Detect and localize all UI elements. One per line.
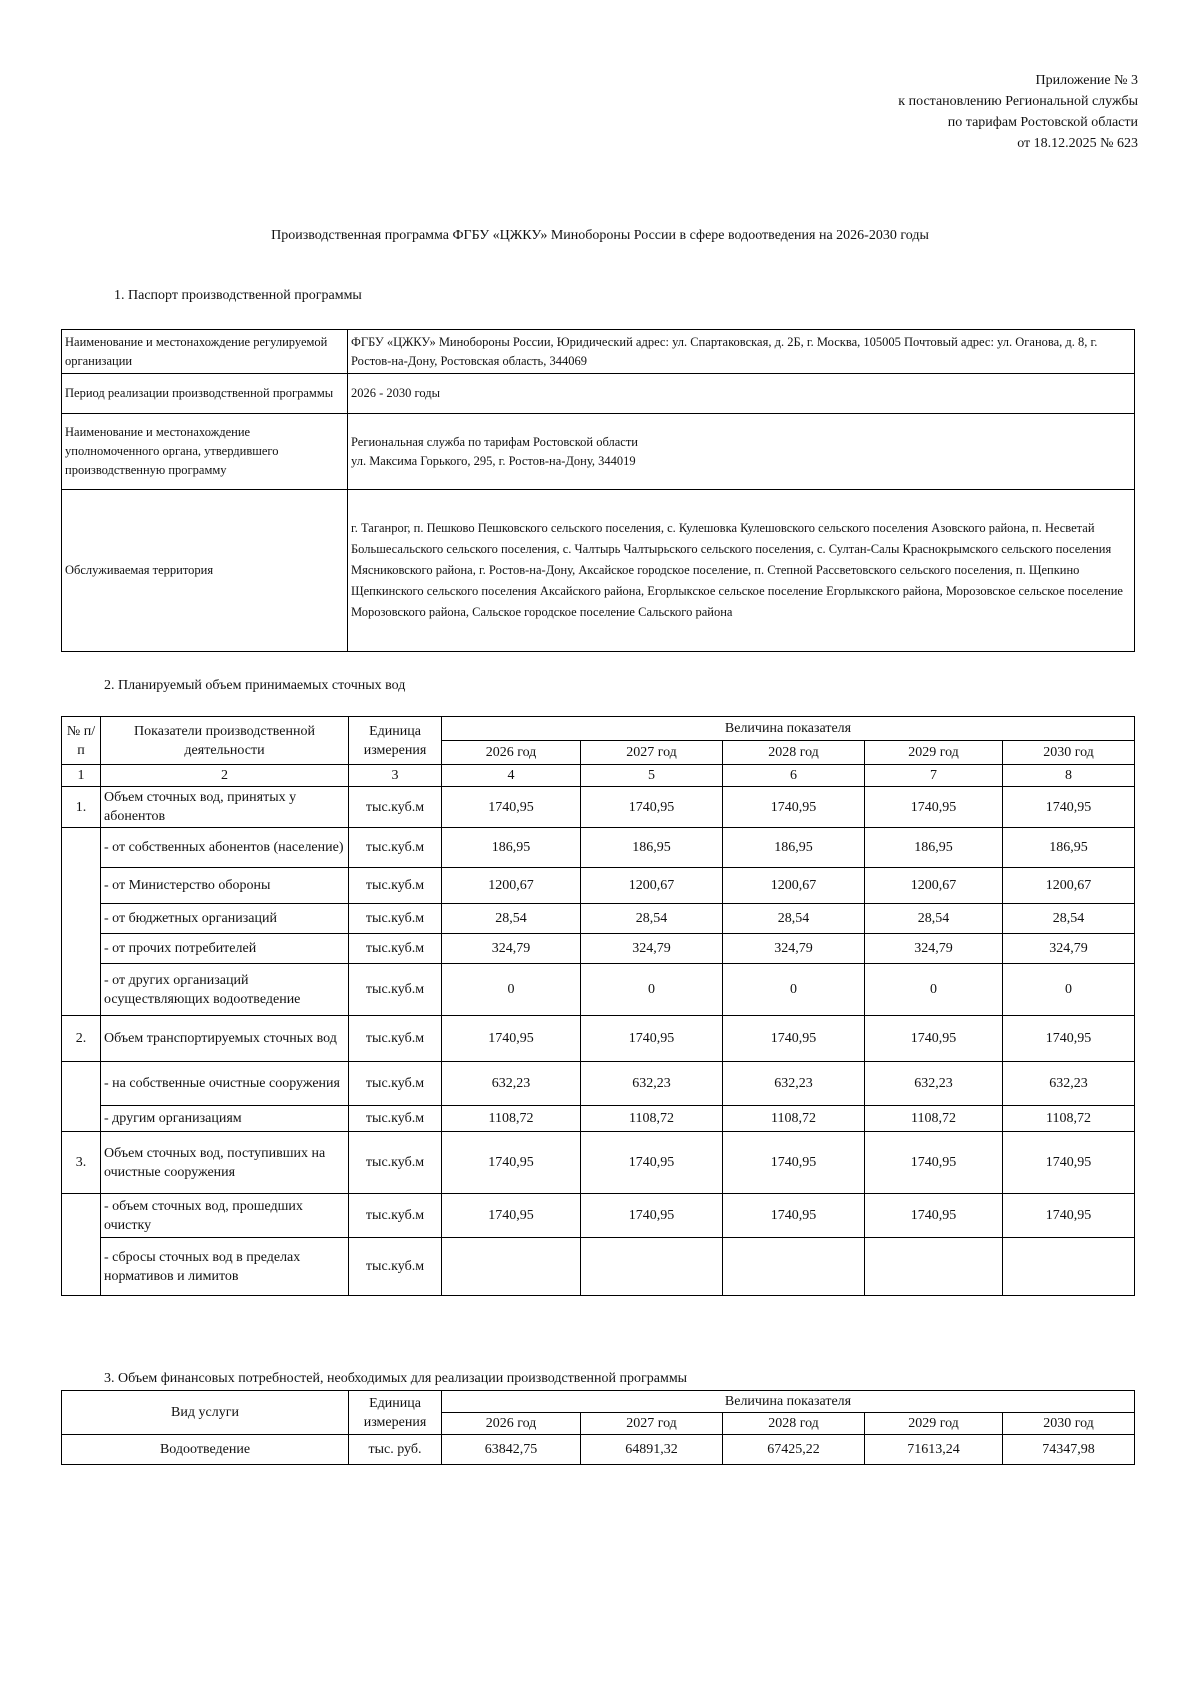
passport-row bbox=[62, 490, 1135, 652]
column-number: 7 bbox=[865, 765, 1003, 787]
row-number: 1. bbox=[62, 787, 101, 828]
table-row bbox=[62, 868, 1135, 904]
header-indicator: Показатели производственной деятельности bbox=[101, 717, 349, 765]
row-value: 632,23 bbox=[723, 1062, 865, 1106]
fin-value: 71613,24 bbox=[865, 1435, 1003, 1465]
row-value: 0 bbox=[865, 964, 1003, 1016]
row-value: 1740,95 bbox=[1003, 1132, 1135, 1194]
row-number bbox=[62, 1062, 101, 1132]
header-year: 2029 год bbox=[865, 741, 1003, 765]
row-value bbox=[442, 1238, 581, 1296]
row-value bbox=[1003, 1238, 1135, 1296]
table-row bbox=[62, 1062, 1135, 1106]
row-value bbox=[865, 1238, 1003, 1296]
row-value: 1108,72 bbox=[1003, 1106, 1135, 1132]
row-indicator: Объем сточных вод, принятых у абонентов bbox=[101, 787, 349, 828]
passport-value bbox=[348, 414, 1135, 490]
row-value: 1200,67 bbox=[865, 868, 1003, 904]
row-value: 324,79 bbox=[442, 934, 581, 964]
row-unit: тыс.куб.м bbox=[349, 1238, 442, 1296]
row-number bbox=[62, 828, 101, 1016]
table-row bbox=[62, 964, 1135, 1016]
fin-unit: тыс. руб. bbox=[349, 1435, 442, 1465]
row-value: 324,79 bbox=[1003, 934, 1135, 964]
row-value: 186,95 bbox=[581, 828, 723, 868]
row-indicator: - от собственных абонентов (население) bbox=[101, 828, 349, 868]
row-indicator: - от Министерство обороны bbox=[101, 868, 349, 904]
column-number: 5 bbox=[581, 765, 723, 787]
row-indicator: - от других организаций осуществляющих водоотведение bbox=[101, 964, 349, 1016]
row-value: 0 bbox=[442, 964, 581, 1016]
passport-table bbox=[61, 329, 1135, 652]
passport-value: 2026 - 2030 годы bbox=[348, 374, 1135, 414]
row-value: 28,54 bbox=[581, 904, 723, 934]
row-value: 28,54 bbox=[442, 904, 581, 934]
table-row bbox=[62, 934, 1135, 964]
fin-header-row bbox=[62, 1391, 1135, 1413]
table-row bbox=[62, 1106, 1135, 1132]
header-year: 2028 год bbox=[723, 741, 865, 765]
table-row bbox=[62, 1132, 1135, 1194]
row-indicator: - объем сточных вод, прошедших очистку bbox=[101, 1194, 349, 1238]
fin-value: 64891,32 bbox=[581, 1435, 723, 1465]
row-number bbox=[62, 1194, 101, 1296]
row-value: 1200,67 bbox=[1003, 868, 1135, 904]
row-number: 3. bbox=[62, 1132, 101, 1194]
row-value: 1200,67 bbox=[442, 868, 581, 904]
row-value: 1740,95 bbox=[1003, 787, 1135, 828]
column-number-row bbox=[62, 765, 1135, 787]
row-value: 28,54 bbox=[1003, 904, 1135, 934]
row-indicator: - от бюджетных организаций bbox=[101, 904, 349, 934]
row-unit: тыс.куб.м bbox=[349, 1194, 442, 1238]
row-unit: тыс.куб.м bbox=[349, 1062, 442, 1106]
row-value: 28,54 bbox=[865, 904, 1003, 934]
row-value: 324,79 bbox=[581, 934, 723, 964]
row-value: 1740,95 bbox=[581, 787, 723, 828]
row-unit: тыс.куб.м bbox=[349, 1132, 442, 1194]
row-value: 1740,95 bbox=[442, 1194, 581, 1238]
row-value bbox=[723, 1238, 865, 1296]
table-row bbox=[62, 1194, 1135, 1238]
column-number: 6 bbox=[723, 765, 865, 787]
row-value: 1200,67 bbox=[723, 868, 865, 904]
section-3-heading: 3. Объем финансовых потребностей, необходимых для реализации производственной программы bbox=[104, 1371, 688, 1386]
row-value: 1740,95 bbox=[865, 787, 1003, 828]
row-unit: тыс.куб.м bbox=[349, 904, 442, 934]
section-1-heading: 1. Паспорт производственной программы bbox=[114, 288, 362, 303]
header-value: Величина показателя bbox=[442, 717, 1135, 741]
column-number: 8 bbox=[1003, 765, 1135, 787]
row-value: 186,95 bbox=[723, 828, 865, 868]
row-indicator: Объем транспортируемых сточных вод bbox=[101, 1016, 349, 1062]
row-value: 186,95 bbox=[442, 828, 581, 868]
passport-row bbox=[62, 414, 1135, 490]
header-unit: Единица измерения bbox=[349, 717, 442, 765]
table-row bbox=[62, 828, 1135, 868]
fin-value: 67425,22 bbox=[723, 1435, 865, 1465]
appendix-line-4: от 18.12.2025 № 623 bbox=[1017, 136, 1138, 151]
header-year: 2027 год bbox=[581, 741, 723, 765]
row-value: 1740,95 bbox=[581, 1132, 723, 1194]
row-value: 632,23 bbox=[581, 1062, 723, 1106]
header-year: 2030 год bbox=[1003, 741, 1135, 765]
row-unit: тыс.куб.м bbox=[349, 868, 442, 904]
row-value: 1740,95 bbox=[723, 1016, 865, 1062]
row-value: 1740,95 bbox=[1003, 1016, 1135, 1062]
row-value bbox=[581, 1238, 723, 1296]
row-unit: тыс.куб.м bbox=[349, 1016, 442, 1062]
table-row bbox=[62, 1238, 1135, 1296]
fin-row bbox=[62, 1435, 1135, 1465]
column-number: 4 bbox=[442, 765, 581, 787]
row-unit: тыс.куб.м bbox=[349, 828, 442, 868]
row-value: 1740,95 bbox=[442, 1132, 581, 1194]
appendix-block bbox=[898, 70, 1138, 154]
row-value: 1108,72 bbox=[865, 1106, 1003, 1132]
row-value: 1740,95 bbox=[723, 1132, 865, 1194]
row-indicator: Объем сточных вод, поступивших на очистные сооружения bbox=[101, 1132, 349, 1194]
row-value: 1108,72 bbox=[442, 1106, 581, 1132]
header-row bbox=[62, 717, 1135, 741]
row-value: 632,23 bbox=[865, 1062, 1003, 1106]
fin-header-value: Величина показателя bbox=[442, 1391, 1135, 1413]
row-value: 0 bbox=[1003, 964, 1135, 1016]
financial-needs-table bbox=[61, 1390, 1135, 1465]
column-number: 3 bbox=[349, 765, 442, 787]
authority-name: Региональная служба по тарифам Ростовской области bbox=[351, 434, 638, 449]
row-unit: тыс.куб.м bbox=[349, 1106, 442, 1132]
column-number: 1 bbox=[62, 765, 101, 787]
row-indicator: - на собственные очистные сооружения bbox=[101, 1062, 349, 1106]
wastewater-volume-table bbox=[61, 716, 1135, 1296]
row-unit: тыс.куб.м bbox=[349, 934, 442, 964]
fin-header-unit: Единица измерения bbox=[349, 1391, 442, 1435]
passport-label: Наименование и местонахождение регулируемой организации bbox=[62, 330, 348, 374]
row-value: 28,54 bbox=[723, 904, 865, 934]
row-value: 186,95 bbox=[865, 828, 1003, 868]
section-2-heading: 2. Планируемый объем принимаемых сточных вод bbox=[104, 678, 406, 693]
row-number: 2. bbox=[62, 1016, 101, 1062]
row-value: 632,23 bbox=[442, 1062, 581, 1106]
row-value: 1740,95 bbox=[723, 787, 865, 828]
fin-header-year: 2029 год bbox=[865, 1413, 1003, 1435]
passport-value: г. Таганрог, п. Пешково Пешковского сельского поселения, с. Кулешовка Кулешовского сельского поселения Азовского района, п. Несветай Большесальского сельского поселения, с. Чалтырь Чалтырьского сельского поселения, с. Султан-Салы Краснокрымского сельского поселения Мясниковского района, г. Ростов-на-Дону, Аксайское городское поселение, п. Степной Рассветовского сельского поселения, п. Щепкино Щепкинского сельского поселения Аксайского района, Егорлыкское сельское поселение Егорлыкского района, Морозовское сельское поселение Морозовского района, Сальское городское поселение Сальского района bbox=[348, 490, 1135, 652]
row-unit: тыс.куб.м bbox=[349, 964, 442, 1016]
fin-service: Водоотведение bbox=[62, 1435, 349, 1465]
document-title: Производственная программа ФГБУ «ЦЖКУ» Минобороны России в сфере водоотведения на 2026-2030 годы bbox=[271, 228, 929, 243]
row-value: 1740,95 bbox=[442, 1016, 581, 1062]
row-value: 1108,72 bbox=[723, 1106, 865, 1132]
authority-address: ул. Максима Горького, 295, г. Ростов-на-Дону, 344019 bbox=[351, 453, 636, 468]
passport-label: Обслуживаемая территория bbox=[62, 490, 348, 652]
fin-header-year: 2026 год bbox=[442, 1413, 581, 1435]
row-value: 1740,95 bbox=[581, 1194, 723, 1238]
row-value: 1740,95 bbox=[442, 787, 581, 828]
table-row bbox=[62, 1016, 1135, 1062]
fin-value: 74347,98 bbox=[1003, 1435, 1135, 1465]
row-unit: тыс.куб.м bbox=[349, 787, 442, 828]
appendix-line-2: к постановлению Региональной службы bbox=[898, 94, 1138, 109]
row-value: 1740,95 bbox=[865, 1132, 1003, 1194]
passport-row bbox=[62, 330, 1135, 374]
table-row bbox=[62, 904, 1135, 934]
passport-row bbox=[62, 374, 1135, 414]
row-value: 1200,67 bbox=[581, 868, 723, 904]
fin-header-year: 2027 год bbox=[581, 1413, 723, 1435]
row-value: 1740,95 bbox=[865, 1194, 1003, 1238]
table-row bbox=[62, 787, 1135, 828]
column-number: 2 bbox=[101, 765, 349, 787]
header-year: 2026 год bbox=[442, 741, 581, 765]
row-indicator: - другим организациям bbox=[101, 1106, 349, 1132]
row-indicator: - от прочих потребителей bbox=[101, 934, 349, 964]
passport-label: Период реализации производственной программы bbox=[62, 374, 348, 414]
fin-header-year: 2030 год bbox=[1003, 1413, 1135, 1435]
header-num: № п/п bbox=[62, 717, 101, 765]
row-value: 1740,95 bbox=[1003, 1194, 1135, 1238]
appendix-line-1: Приложение № 3 bbox=[1035, 73, 1138, 88]
row-value: 0 bbox=[581, 964, 723, 1016]
fin-value: 63842,75 bbox=[442, 1435, 581, 1465]
row-value: 186,95 bbox=[1003, 828, 1135, 868]
row-value: 0 bbox=[723, 964, 865, 1016]
appendix-line-3: по тарифам Ростовской области bbox=[947, 115, 1138, 130]
row-indicator: - сбросы сточных вод в пределах нормативов и лимитов bbox=[101, 1238, 349, 1296]
row-value: 1740,95 bbox=[581, 1016, 723, 1062]
passport-label: Наименование и местонахождение уполномоченного органа, утвердившего производственную программу bbox=[62, 414, 348, 490]
row-value: 1108,72 bbox=[581, 1106, 723, 1132]
row-value: 324,79 bbox=[865, 934, 1003, 964]
row-value: 632,23 bbox=[1003, 1062, 1135, 1106]
row-value: 324,79 bbox=[723, 934, 865, 964]
row-value: 1740,95 bbox=[865, 1016, 1003, 1062]
fin-header-service: Вид услуги bbox=[62, 1391, 349, 1435]
fin-header-year: 2028 год bbox=[723, 1413, 865, 1435]
row-value: 1740,95 bbox=[723, 1194, 865, 1238]
passport-value: ФГБУ «ЦЖКУ» Минобороны России, Юридический адрес: ул. Спартаковская, д. 2Б, г. Москва, 105005 Почтовый адрес: ул. Оганова, д. 8, г. Ростов-на-Дону, Ростовская область, 344069 bbox=[348, 330, 1135, 374]
